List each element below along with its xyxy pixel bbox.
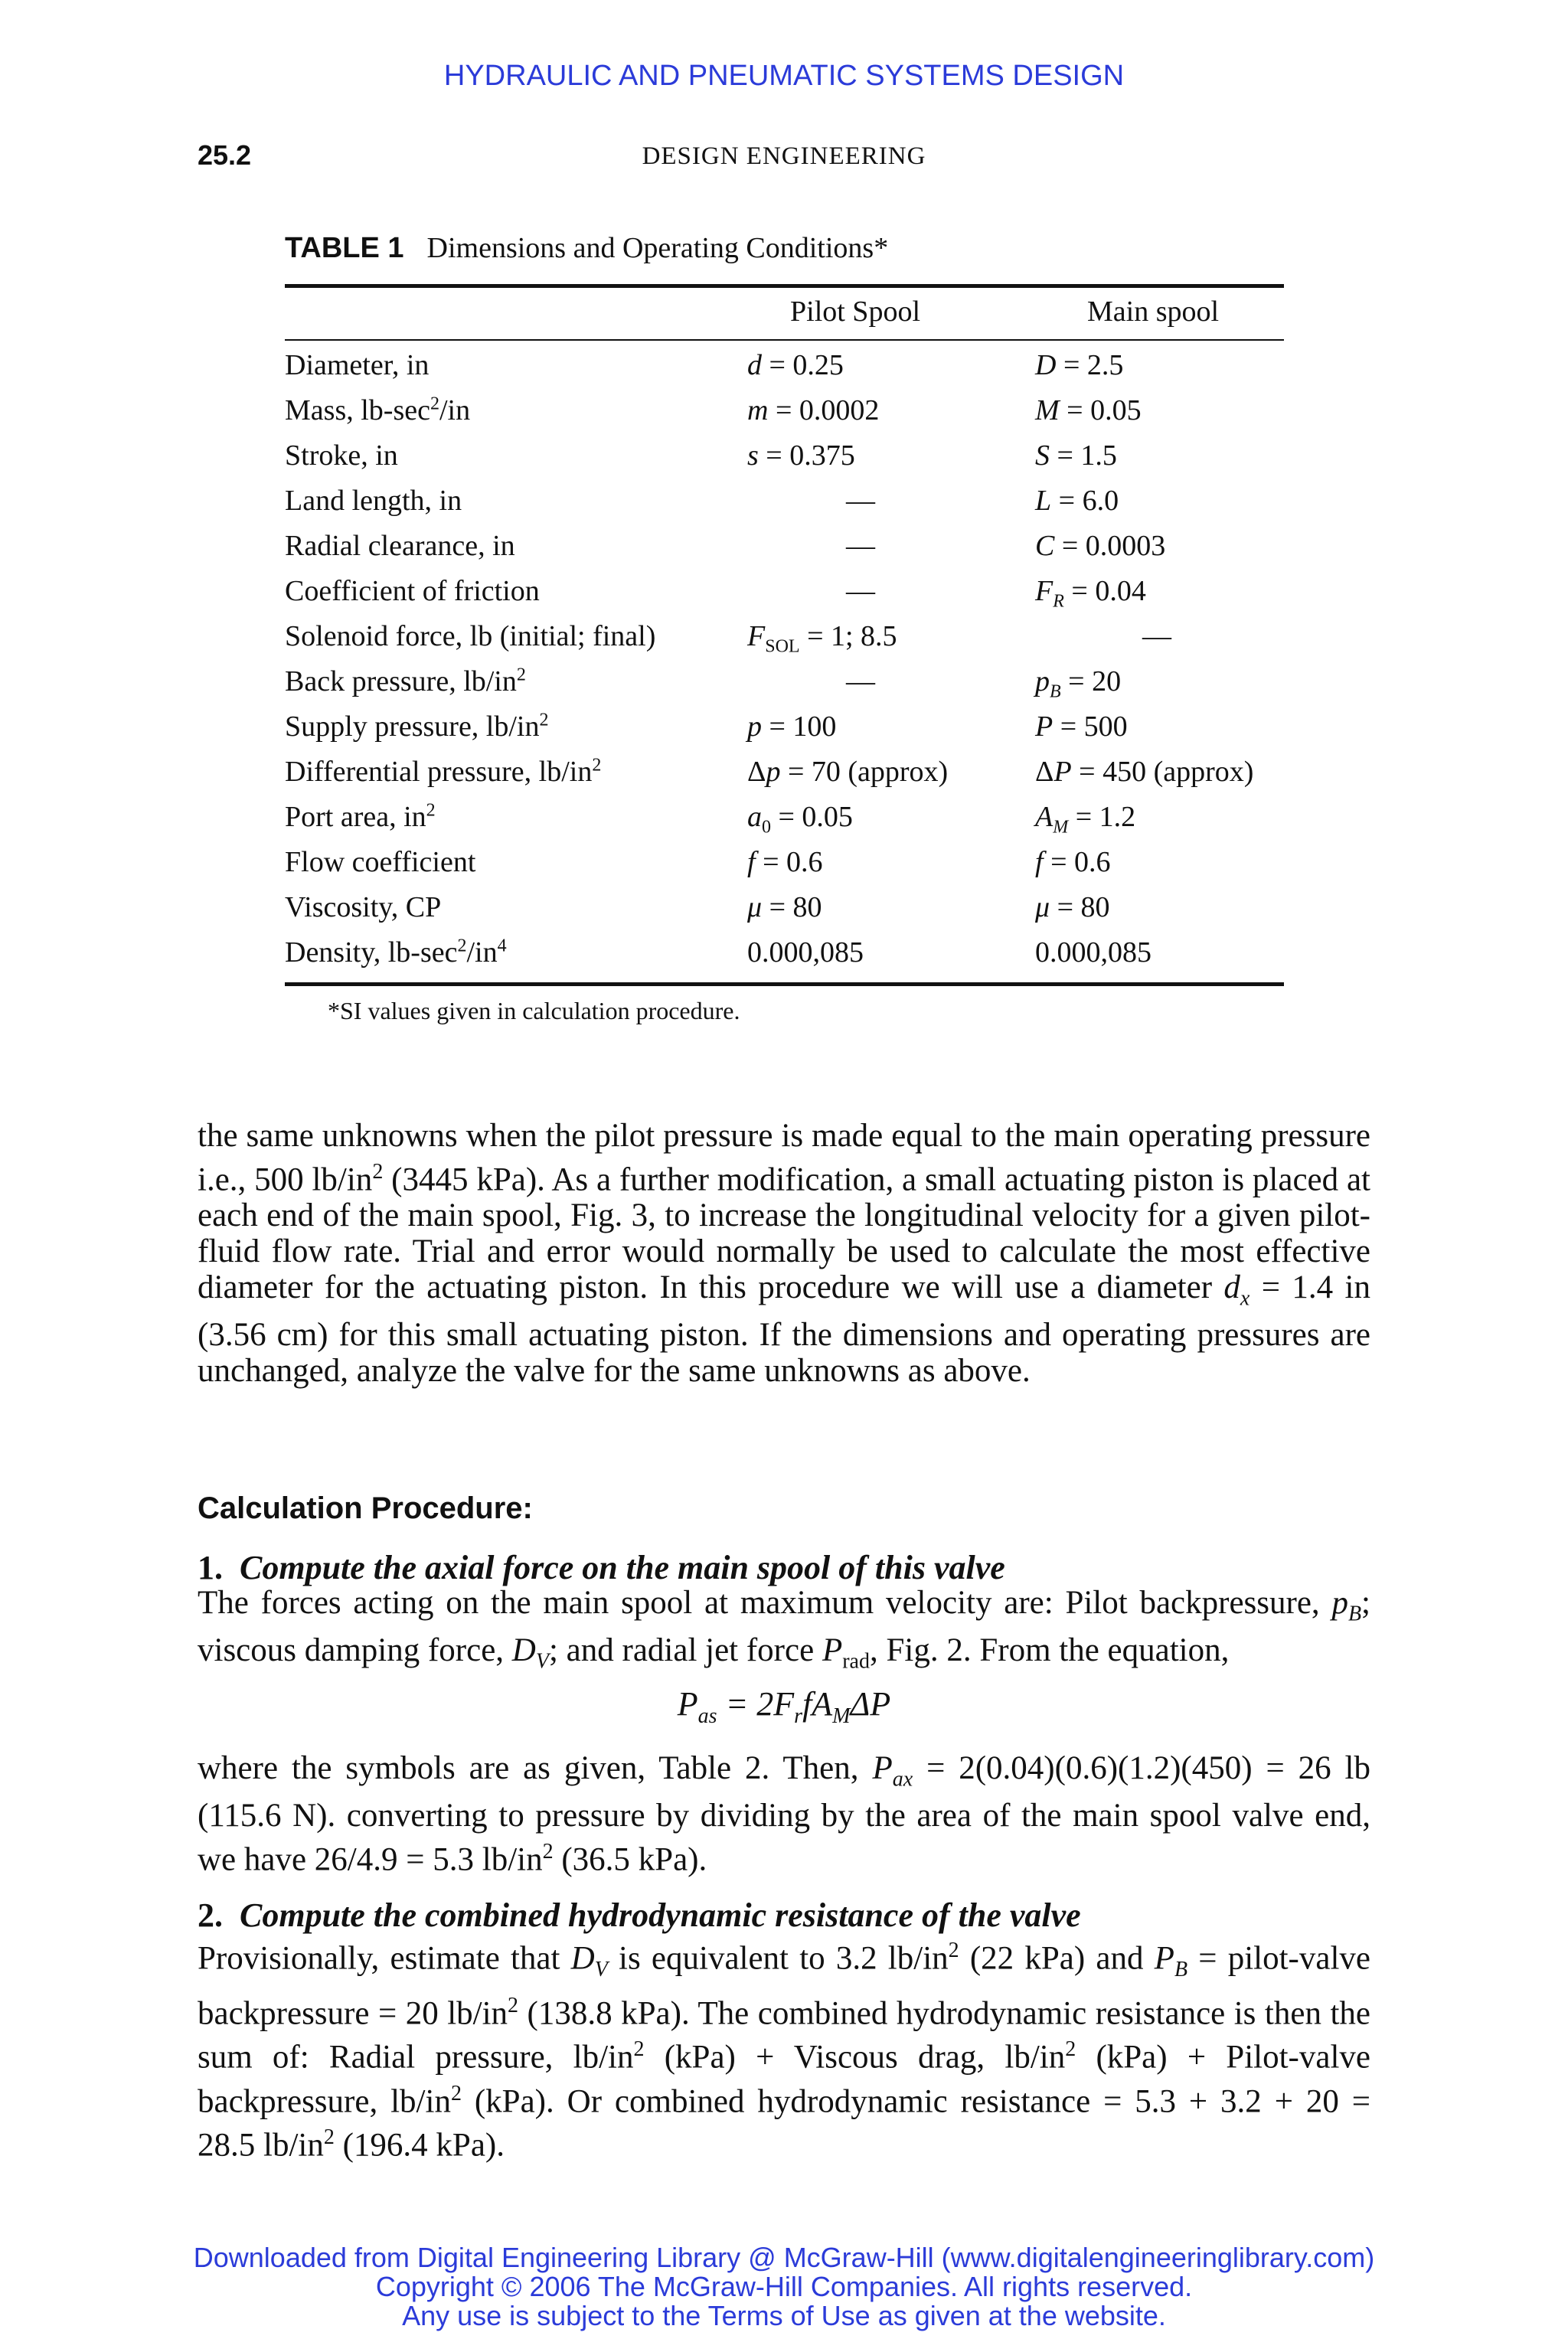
pilot-value: — bbox=[846, 575, 875, 607]
main-value: D = 2.5 bbox=[1035, 349, 1124, 381]
table-row bbox=[0, 348, 1568, 394]
table-row bbox=[0, 394, 1568, 439]
param-label: Differential pressure, $lb/in^2$ bbox=[285, 755, 602, 788]
table-footnote: *SI values given in calculation procedure. bbox=[328, 997, 740, 1024]
step-1-heading bbox=[198, 1548, 1005, 1587]
section-heading: Calculation Procedure: bbox=[198, 1491, 533, 1525]
table-caption bbox=[285, 231, 888, 265]
step-2-heading bbox=[198, 1896, 1081, 1935]
paragraph-step-1: The forces acting on the main spool at maximum velocity are: Pilot backpressure, $p_B$; viscous damping force, $D_V$; and radial jet force $P_{rad}$, Fig. 2. From the equation, bbox=[198, 1585, 1370, 1674]
pilot-value: $F_{SOL} = 1$; 8.5 bbox=[747, 620, 897, 657]
param-label: Flow coefficient bbox=[285, 846, 476, 878]
main-value: f = 0.6 bbox=[1035, 846, 1111, 878]
param-label: Stroke, in bbox=[285, 439, 398, 472]
download-notice: Downloaded from Digital Engineering Library @ McGraw-Hill (www.digitalengineeringlibrary.com) bbox=[193, 2242, 1375, 2273]
main-value: — bbox=[1142, 620, 1171, 652]
param-label: Port area, $in^2$ bbox=[285, 800, 436, 833]
pilot-value: s = 0.375 bbox=[747, 439, 855, 472]
step-1-title: Compute the axial force on the main spool of this valve bbox=[240, 1549, 1005, 1586]
paragraph-step-1-result: where the symbols are as given, Table 2. Then, $P_{ax} = 2(0.04)(0.6)(1.2)(450) = 26$ lb (115.6 N). converting to pressure by dividing by the area of the main spool valve end, we have 26/4.9 = 5.3 $lb/in^2$ (36.5 kPa). bbox=[198, 1750, 1370, 1877]
main-value: μ = 80 bbox=[1035, 891, 1110, 923]
main-value: P = 500 bbox=[1035, 710, 1128, 743]
param-label: Solenoid force, lb (initial; final) bbox=[285, 620, 656, 652]
paragraph-intro: the same unknowns when the pilot pressure is made equal to the main operating pressure i.e., 500 $lb/in^2$ (3445 kPa). As a further modification, a small actuating piston is placed at each end of the main spool, Fig. 3, to increase the longitudinal velocity for a given pilot-fluid flow rate. Trial and error would normally be used to calculate the most effective diameter for the actuating piston. In this procedure we will use a diameter $d_x = 1.4$ in (3.56 cm) for this small actuating piston. If the dimensions and operating pressures are unchanged, analyze the valve for the same unknowns as above. bbox=[198, 1118, 1370, 1389]
running-title: DESIGN ENGINEERING bbox=[642, 142, 926, 170]
paragraph-step-2: Provisionally, estimate that $D_V$ is equivalent to 3.2 $lb/in^2$ (22 kPa) and $P_B$ = pilot-valve backpressure = 20 $lb/in^2$ (138.8 kPa). The combined hydrodynamic resistance is then the sum of: Radial pressure, $lb/in^2$ (kPa) + Viscous drag, $lb/in^2$ (kPa) + Pilot-valve backpressure, $lb/in^2$ (kPa). Or combined hydrodynamic resistance = 5.3 + 3.2 + 20 = 28.5 $lb/in^2$ (196.4 kPa). bbox=[198, 1939, 1371, 2164]
main-value: C = 0.0003 bbox=[1035, 530, 1166, 562]
param-label: Diameter, in bbox=[285, 349, 430, 381]
pilot-value: — bbox=[846, 665, 875, 697]
page-number: 25.2 bbox=[198, 139, 252, 171]
pilot-value: 0.000,085 bbox=[747, 936, 864, 969]
table-row bbox=[0, 665, 1568, 710]
step-2-number: 2. bbox=[198, 1896, 223, 1934]
terms-notice: Any use is subject to the Terms of Use as given at the website. bbox=[402, 2300, 1166, 2331]
column-header-pilot: Pilot Spool bbox=[790, 296, 920, 328]
table-caption-text: Dimensions and Operating Conditions* bbox=[426, 232, 889, 264]
param-label: Coefficient of friction bbox=[285, 575, 540, 607]
pilot-value: m = 0.0002 bbox=[747, 394, 880, 426]
table-label: TABLE 1 bbox=[285, 232, 404, 264]
main-value: 0.000,085 bbox=[1035, 936, 1152, 969]
param-label: Viscosity, CP bbox=[285, 891, 442, 923]
table-row bbox=[0, 574, 1568, 619]
pilot-value: μ = 80 bbox=[747, 891, 822, 923]
table-bottom-rule bbox=[285, 982, 1284, 986]
main-value: M = 0.05 bbox=[1035, 394, 1142, 426]
table-row bbox=[0, 845, 1568, 890]
table-row bbox=[0, 619, 1568, 665]
step-1-number: 1. bbox=[198, 1549, 223, 1586]
table-row bbox=[0, 710, 1568, 755]
pilot-value: p = 100 bbox=[747, 710, 837, 743]
table-row bbox=[0, 484, 1568, 529]
pilot-value: — bbox=[846, 485, 875, 517]
pilot-value: — bbox=[846, 530, 875, 562]
param-label: Mass, $lb-\sec^2/in$ bbox=[285, 394, 471, 426]
table-row bbox=[0, 890, 1568, 936]
main-value: $A_M = 1.2$ bbox=[1035, 801, 1136, 838]
table-row bbox=[0, 800, 1568, 845]
pilot-value: $a_0 = 0.05$ bbox=[747, 801, 853, 838]
table-top-rule bbox=[285, 284, 1284, 288]
param-label: Supply pressure, $lb/in^2$ bbox=[285, 710, 549, 743]
table-row bbox=[0, 439, 1568, 484]
main-value: L = 6.0 bbox=[1035, 485, 1119, 517]
main-value: ΔP = 450 (approx) bbox=[1035, 756, 1254, 788]
table-header-rule bbox=[285, 339, 1284, 341]
pilot-value: f = 0.6 bbox=[747, 846, 823, 878]
step-2-title: Compute the combined hydrodynamic resistance of the valve bbox=[240, 1896, 1081, 1934]
main-value: $p_B = 20$ bbox=[1035, 665, 1122, 702]
main-value: $F_R = 0.04$ bbox=[1035, 575, 1146, 612]
param-label: Back pressure, $lb/in^2$ bbox=[285, 665, 526, 697]
main-value: S = 1.5 bbox=[1035, 439, 1117, 472]
param-label: Land length, in bbox=[285, 485, 462, 517]
param-label: Density, $lb-\sec^2/in^4$ bbox=[285, 936, 507, 969]
book-title-banner: HYDRAULIC AND PNEUMATIC SYSTEMS DESIGN bbox=[443, 60, 1125, 92]
table-row bbox=[0, 936, 1568, 981]
param-label: Radial clearance, in bbox=[285, 530, 515, 562]
table-row bbox=[0, 529, 1568, 574]
axial-force-equation: $P_{as} = 2F_rfA_M\Delta P$ bbox=[677, 1685, 891, 1728]
pilot-value: d = 0.25 bbox=[747, 349, 844, 381]
table-row bbox=[0, 755, 1568, 800]
column-header-main: Main spool bbox=[1087, 296, 1220, 328]
pilot-value: Δp = 70 (approx) bbox=[747, 756, 949, 788]
copyright-notice: Copyright © 2006 The McGraw-Hill Companies. All rights reserved. bbox=[375, 2271, 1193, 2302]
